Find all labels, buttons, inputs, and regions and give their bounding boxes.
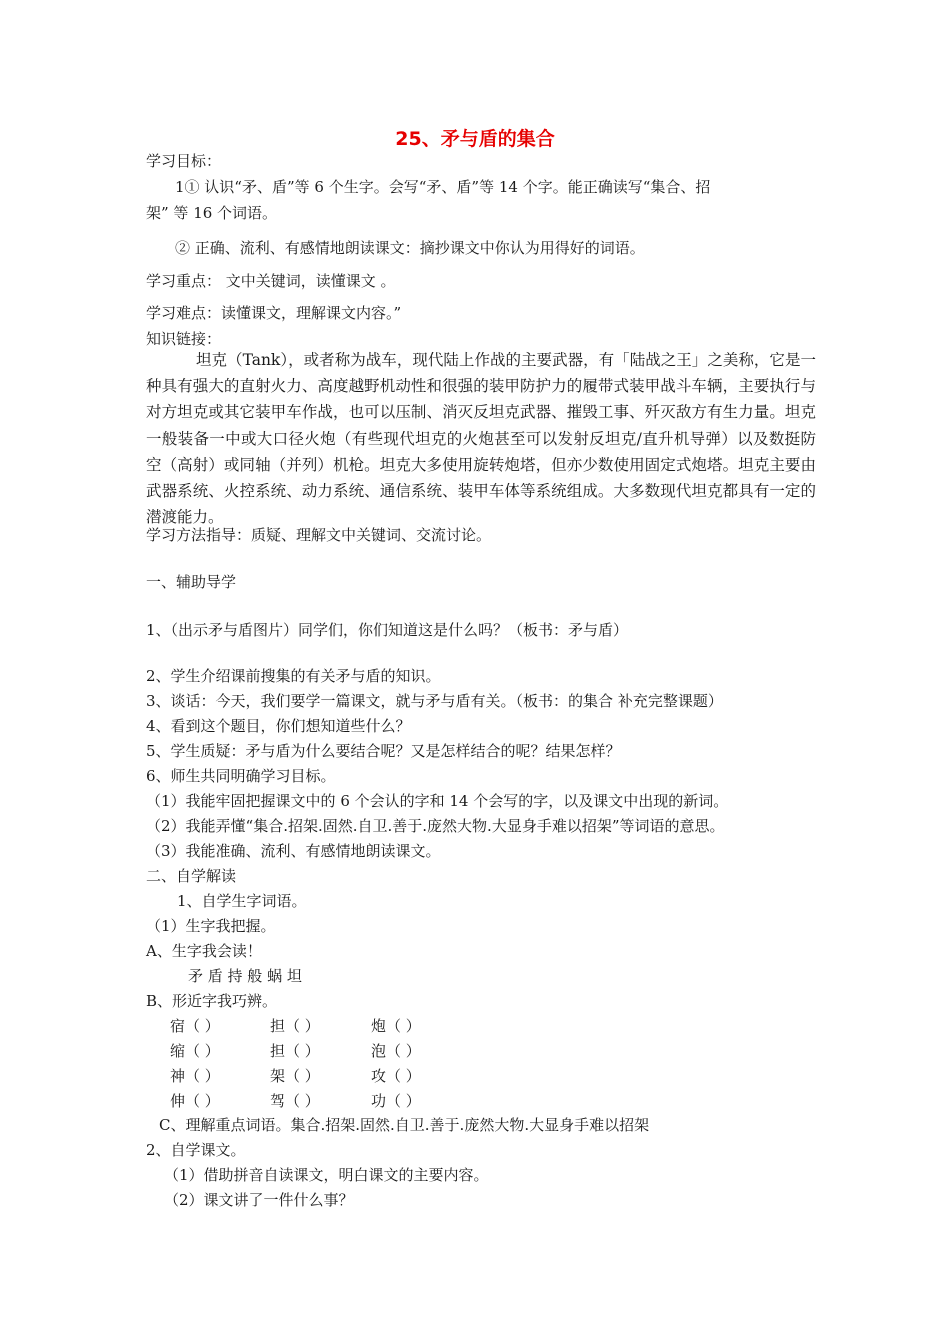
grid-cell: 架（ ） [270,1067,320,1085]
grid-cell: 宿（ ） [170,1017,220,1035]
part-b: B、形近字我巧辨。 [146,992,278,1010]
step-2: 2、学生介绍课前搜集的有关矛与盾的知识。 [146,667,441,685]
method-line: 学习方法指导：质疑、理解文中关键词、交流讨论。 [146,526,492,544]
sub-1a: （1）生字我把握。 [146,917,276,935]
characters-line: 矛 盾 持 般 蜗 坦 [188,967,302,985]
goal-2: ② 正确、流利、有感情地朗读课文：摘抄课文中你认为用得好的词语。 [175,239,645,257]
step-6: 6、师生共同明确学习目标。 [146,767,336,785]
grid-cell: 功（ ） [371,1092,421,1110]
step-1: 1、（出示矛与盾图片）同学们，你们知道这是什么吗？（板书：矛与盾） [146,621,629,639]
goal-1-line-1: 1① 认识“矛、盾”等 6 个生字。会写“矛、盾”等 14 个字。能正确读写“集合、招 [175,178,711,196]
part-c: C、理解重点词语。集合.招架.固然.自卫.善于.庞然大物.大显身手难以招架 [159,1116,650,1134]
section-1-heading: 一、辅助导学 [146,573,237,591]
grid-cell: 泡（ ） [371,1042,421,1060]
sub-1: 1、自学生字词语。 [177,892,307,910]
sub-2: 2、自学课文。 [146,1141,246,1159]
goals-heading: 学习目标： [146,152,222,170]
sub-2b: （2）课文讲了一件什么事？ [164,1191,354,1209]
section-2-heading: 二、自学解读 [146,867,237,885]
focus-line: 学习重点： 文中关键词，读懂课文 。 [146,272,396,290]
difficulty-line: 学习难点：读懂课文，理解课文内容。” [146,304,402,322]
grid-cell: 担（ ） [270,1017,320,1035]
knowledge-heading: 知识链接： [146,330,222,348]
step-3: 3、谈话：今天，我们要学一篇课文，就与矛与盾有关。（板书：的集合 补充完整课题） [146,692,723,710]
objective-1: （1）我能牢固把握课文中的 6 个会认的字和 14 个会写的字，以及课文中出现的新词。 [146,792,729,810]
grid-cell: 缩（ ） [170,1042,220,1060]
grid-cell: 伸（ ） [170,1092,220,1110]
part-a: A、生字我会读！ [146,942,262,960]
sub-2a: （1）借助拼音自读课文，明白课文的主要内容。 [164,1166,489,1184]
goal-1-line-2: 架” 等 16 个词语。 [146,204,278,222]
page-title: 25、矛与盾的集合 [395,128,555,150]
grid-cell: 炮（ ） [371,1017,421,1035]
step-4: 4、看到这个题目，你们想知道些什么？ [146,717,411,735]
grid-cell: 担（ ） [270,1042,320,1060]
grid-cell: 驾（ ） [270,1092,320,1110]
grid-cell: 攻（ ） [371,1067,421,1085]
step-5: 5、学生质疑：矛与盾为什么要结合呢？又是怎样结合的呢？结果怎样？ [146,742,621,760]
objective-3: （3）我能准确、流利、有感情地朗读课文。 [146,842,441,860]
objective-2: （2）我能弄懂“集合.招架.固然.自卫.善于.庞然大物.大显身手难以招架”等词语的意思。 [146,817,725,835]
grid-cell: 神（ ） [170,1067,220,1085]
knowledge-paragraph: 坦克（Tank），或者称为战车，现代陆上作战的主要武器，有「陆战之王」之美称，它是一种具有强大的直射火力、高度越野机动性和很强的装甲防护力的履带式装甲战斗车辆，主要执行与对方坦克或其它装甲车作战，也可以压制、消灭反坦克武器、摧毁工事、歼灭敌方有生力量。坦克一般装备一中或大口径火炮（有些现代坦克的火炮甚至可以发射反坦克/直升机导弹）以及数挺防空（高射）或同轴（并列）机枪。坦克大多使用旋转炮塔，但亦少数使用固定式炮塔。坦克主要由武器系统、火控系统、动力系统、通信系统、装甲车体等系统组成。大多数现代坦克都具有一定的潜渡能力。 [146,351,816,527]
